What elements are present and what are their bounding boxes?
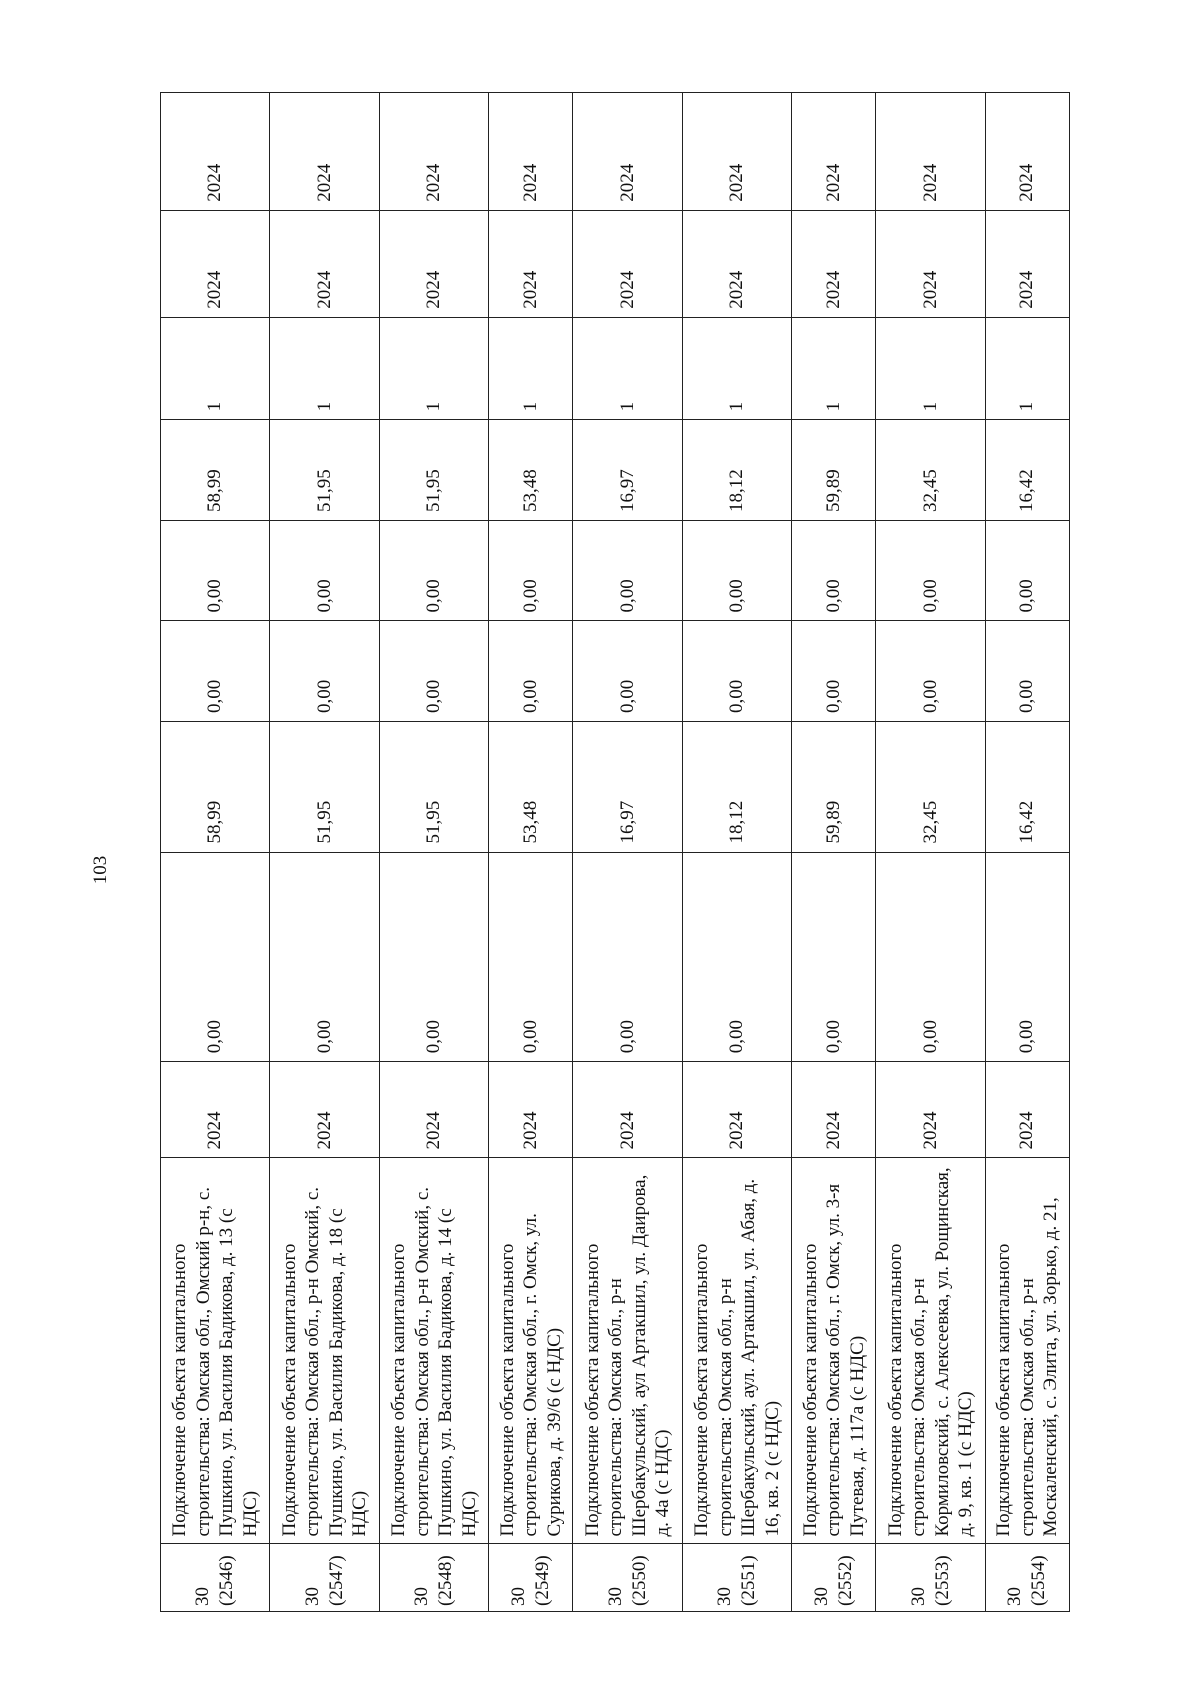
- row-count: 1: [161, 317, 270, 420]
- row-year-start: 2024: [985, 1062, 1069, 1158]
- row-description: Подключение объекта капитального строительства: Омская обл., р-н Шербакульский, аул. Артакшил, ул. Абая, д. 16, кв. 2 (с НДС): [682, 1158, 791, 1543]
- row-number-cell: [876, 1543, 985, 1611]
- row-description: Подключение объекта капитального строительства: Омская обл., р-н Кормиловский, с. Алексеевка, ул. Рощинская, д. 9, кв. 1 (с НДС): [876, 1158, 985, 1543]
- row-value-1: 0,00: [270, 852, 379, 1062]
- row-value-5: 51,95: [379, 420, 488, 521]
- page-number: 103: [90, 855, 111, 885]
- row-year-2: 2024: [161, 210, 270, 317]
- row-code: (2547): [325, 1555, 347, 1606]
- table-row: [573, 93, 682, 1612]
- row-year-3: 2024: [379, 93, 488, 211]
- row-number-cell: [270, 1543, 379, 1611]
- row-count: 1: [876, 317, 985, 420]
- row-year-start: 2024: [573, 1062, 682, 1158]
- row-description: Подключение объекта капитального строительства: Омская обл., г. Омск, ул. Сурикова, д. 39/6 (с НДС): [489, 1158, 573, 1543]
- table-row: [985, 93, 1069, 1612]
- row-value-1: 0,00: [379, 852, 488, 1062]
- row-description: Подключение объекта капитального строительства: Омская обл., Омский р-н, с. Пушкино, ул. Василия Бадикова, д. 13 (с НДС): [161, 1158, 270, 1543]
- row-number-cell: [985, 1543, 1069, 1611]
- row-value-4: 0,00: [792, 520, 876, 621]
- row-description: Подключение объекта капитального строительства: Омская обл., г. Омск, ул. 3-я Путевая, д. 117а (с НДС): [792, 1158, 876, 1543]
- row-value-4: 0,00: [379, 520, 488, 621]
- row-value-2: 51,95: [379, 722, 488, 853]
- row-value-1: 0,00: [682, 852, 791, 1062]
- row-year-3: 2024: [573, 93, 682, 211]
- row-number-cell: [792, 1543, 876, 1611]
- row-year-start: 2024: [489, 1062, 573, 1158]
- row-value-2: 53,48: [489, 722, 573, 853]
- row-year-3: 2024: [489, 93, 573, 211]
- row-year-start: 2024: [876, 1062, 985, 1158]
- row-value-5: 53,48: [489, 420, 573, 521]
- row-year-2: 2024: [876, 210, 985, 317]
- row-value-4: 0,00: [682, 520, 791, 621]
- row-year-2: 2024: [573, 210, 682, 317]
- row-value-5: 32,45: [876, 420, 985, 521]
- row-value-2: 58,99: [161, 722, 270, 853]
- row-value-1: 0,00: [573, 852, 682, 1062]
- row-value-4: 0,00: [876, 520, 985, 621]
- row-number: 30: [1004, 1587, 1026, 1606]
- row-year-start: 2024: [682, 1062, 791, 1158]
- row-code: (2551): [738, 1555, 760, 1606]
- table-row: [489, 93, 573, 1612]
- row-value-1: 0,00: [876, 852, 985, 1062]
- row-year-2: 2024: [379, 210, 488, 317]
- row-count: 1: [270, 317, 379, 420]
- row-year-2: 2024: [985, 210, 1069, 317]
- row-value-4: 0,00: [161, 520, 270, 621]
- row-number: 30: [714, 1587, 736, 1606]
- row-value-1: 0,00: [792, 852, 876, 1062]
- row-number: 30: [301, 1587, 323, 1606]
- row-code: (2548): [435, 1555, 457, 1606]
- row-year-2: 2024: [682, 210, 791, 317]
- row-number-cell: [573, 1543, 682, 1611]
- row-value-4: 0,00: [985, 520, 1069, 621]
- row-number-cell: [489, 1543, 573, 1611]
- row-code: (2554): [1028, 1555, 1050, 1606]
- row-value-2: 16,42: [985, 722, 1069, 853]
- row-value-5: 58,99: [161, 420, 270, 521]
- row-year-3: 2024: [270, 93, 379, 211]
- data-table-rotated: [160, 92, 1070, 1612]
- row-code: (2546): [216, 1555, 238, 1606]
- row-year-3: 2024: [792, 93, 876, 211]
- table-row: [876, 93, 985, 1612]
- row-code: (2550): [628, 1555, 650, 1606]
- row-value-2: 59,89: [792, 722, 876, 853]
- row-number-cell: [682, 1543, 791, 1611]
- row-value-5: 59,89: [792, 420, 876, 521]
- row-value-3: 0,00: [573, 621, 682, 722]
- row-year-start: 2024: [792, 1062, 876, 1158]
- row-number: 30: [604, 1587, 626, 1606]
- row-description: Подключение объекта капитального строительства: Омская обл., р-н Омский, с. Пушкино, ул. Василия Бадикова, д. 18 (с НДС): [270, 1158, 379, 1543]
- row-count: 1: [489, 317, 573, 420]
- row-value-5: 16,42: [985, 420, 1069, 521]
- row-code: (2549): [531, 1555, 553, 1606]
- table-row: [161, 93, 270, 1612]
- row-value-5: 18,12: [682, 420, 791, 521]
- row-count: 1: [379, 317, 488, 420]
- row-value-3: 0,00: [489, 621, 573, 722]
- row-count: 1: [985, 317, 1069, 420]
- row-value-2: 32,45: [876, 722, 985, 853]
- row-year-3: 2024: [682, 93, 791, 211]
- row-value-2: 18,12: [682, 722, 791, 853]
- row-value-4: 0,00: [489, 520, 573, 621]
- row-count: 1: [682, 317, 791, 420]
- row-value-3: 0,00: [682, 621, 791, 722]
- row-year-3: 2024: [876, 93, 985, 211]
- row-description: Подключение объекта капитального строительства: Омская обл., р-н Москаленский, с. Элита, ул. Зорько, д. 21,: [985, 1158, 1069, 1543]
- row-value-3: 0,00: [270, 621, 379, 722]
- row-description: Подключение объекта капитального строительства: Омская обл., р-н Омский, с. Пушкино, ул. Василия Бадикова, д. 14 (с НДС): [379, 1158, 488, 1543]
- row-year-2: 2024: [270, 210, 379, 317]
- row-year-2: 2024: [792, 210, 876, 317]
- row-value-1: 0,00: [985, 852, 1069, 1062]
- row-value-3: 0,00: [161, 621, 270, 722]
- row-year-start: 2024: [270, 1062, 379, 1158]
- row-value-1: 0,00: [489, 852, 573, 1062]
- row-code: (2553): [931, 1555, 953, 1606]
- row-value-1: 0,00: [161, 852, 270, 1062]
- row-year-start: 2024: [161, 1062, 270, 1158]
- row-value-3: 0,00: [379, 621, 488, 722]
- row-value-5: 16,97: [573, 420, 682, 521]
- row-value-3: 0,00: [876, 621, 985, 722]
- row-year-3: 2024: [161, 93, 270, 211]
- row-number: 30: [507, 1587, 529, 1606]
- row-number: 30: [907, 1587, 929, 1606]
- row-number-cell: [379, 1543, 488, 1611]
- row-value-4: 0,00: [270, 520, 379, 621]
- row-number: 30: [810, 1587, 832, 1606]
- row-value-3: 0,00: [792, 621, 876, 722]
- table-row: [682, 93, 791, 1612]
- row-value-2: 51,95: [270, 722, 379, 853]
- table-row: [379, 93, 488, 1612]
- row-value-5: 51,95: [270, 420, 379, 521]
- row-year-start: 2024: [379, 1062, 488, 1158]
- table-row: [270, 93, 379, 1612]
- row-number: 30: [411, 1587, 433, 1606]
- row-number: 30: [192, 1587, 214, 1606]
- row-description: Подключение объекта капитального строительства: Омская обл., р-н Шербакульский, аул Артакшил, ул. Даирова, д. 4а (с НДС): [573, 1158, 682, 1543]
- row-year-3: 2024: [985, 93, 1069, 211]
- row-value-2: 16,97: [573, 722, 682, 853]
- row-count: 1: [573, 317, 682, 420]
- row-code: (2552): [834, 1555, 856, 1606]
- row-value-3: 0,00: [985, 621, 1069, 722]
- data-table: [160, 92, 1070, 1612]
- table-row: [792, 93, 876, 1612]
- row-count: 1: [792, 317, 876, 420]
- row-value-4: 0,00: [573, 520, 682, 621]
- row-number-cell: [161, 1543, 270, 1611]
- row-year-2: 2024: [489, 210, 573, 317]
